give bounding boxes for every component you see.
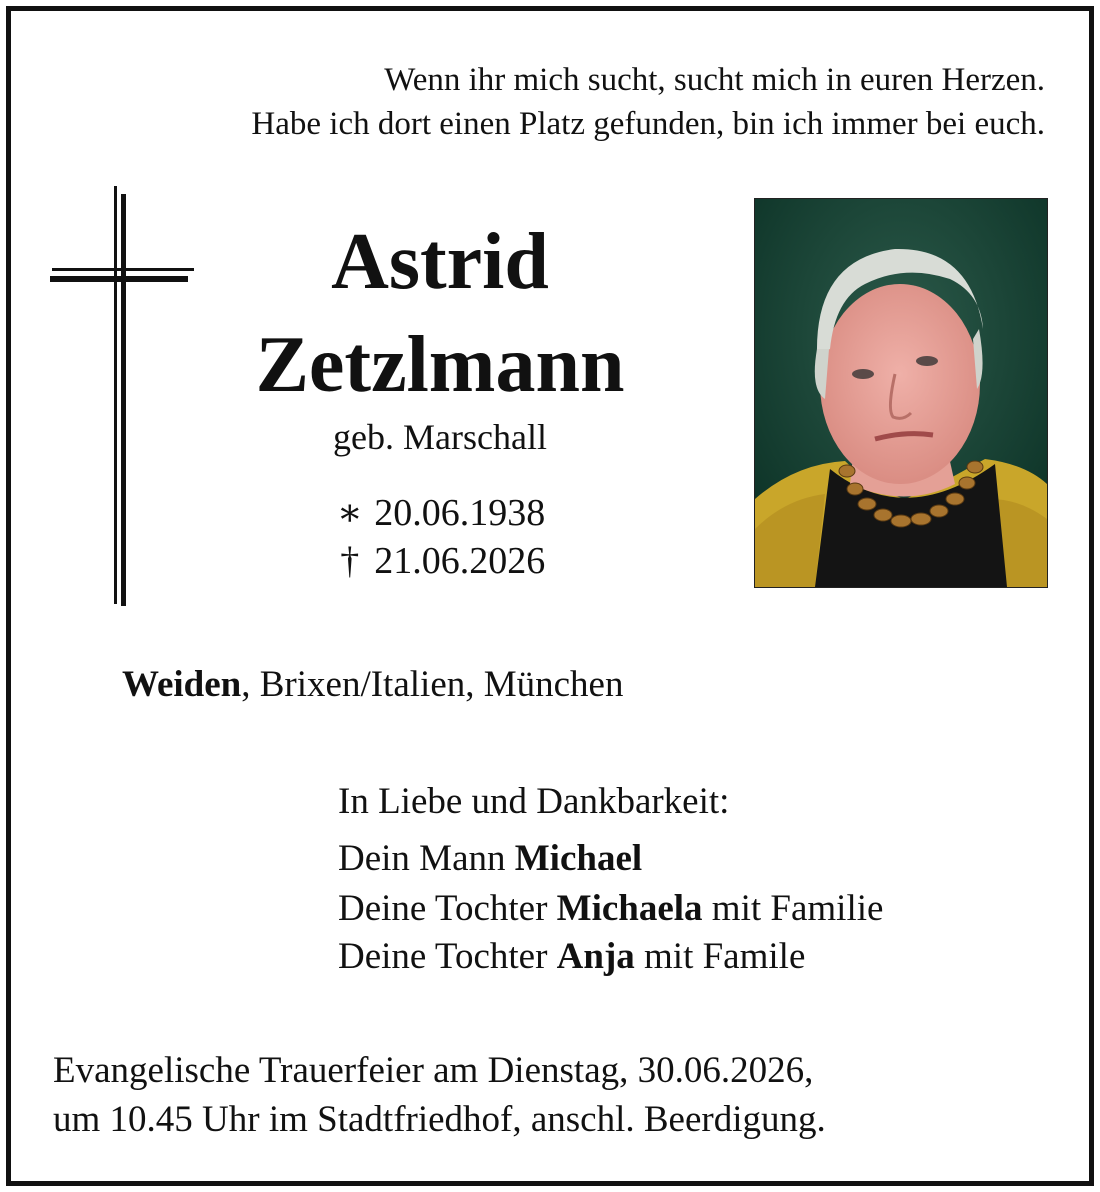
member-suffix: mit Familie (702, 888, 884, 929)
family-member (338, 932, 805, 982)
first-name: Astrid (331, 218, 549, 306)
death-line (190, 538, 690, 584)
member-relation: Deine Tochter (338, 888, 557, 929)
family-member (338, 834, 642, 884)
family-intro: In Liebe und Dankbarkeit: (338, 781, 730, 822)
death-dagger-icon: † (340, 540, 360, 582)
birth-star-icon: ∗ (336, 492, 363, 534)
last-name: Zetzlmann (255, 321, 625, 409)
service-line-1: Evangelische Trauerfeier am Dienstag, 30.06.2026, (53, 1050, 814, 1091)
member-name: Michaela (556, 888, 703, 929)
birth-line (190, 490, 690, 536)
place-main: Weiden (122, 664, 242, 705)
maiden-name: geb. Marschall (333, 417, 547, 457)
portrait-illustration (755, 199, 1047, 587)
member-relation: Deine Tochter (338, 936, 557, 977)
death-date: 21.06.2026 (374, 540, 546, 582)
family-member (338, 884, 883, 934)
places-line (122, 660, 623, 710)
portrait-photo (754, 198, 1048, 588)
service-line-2: um 10.45 Uhr im Stadtfriedhof, anschl. Beerdigung. (53, 1099, 826, 1140)
member-relation: Dein Mann (338, 838, 515, 879)
member-name: Michael (514, 838, 643, 879)
verse-line-2: Habe ich dort einen Platz gefunden, bin ich immer bei euch. (251, 106, 1045, 142)
member-suffix: mit Famile (634, 936, 806, 977)
verse-line-1: Wenn ihr mich sucht, sucht mich in euren Herzen. (384, 62, 1045, 98)
birth-date: 20.06.1938 (374, 492, 546, 534)
cross-icon (48, 186, 196, 606)
member-name: Anja (556, 936, 635, 977)
place-others: , Brixen/Italien, München (241, 664, 624, 705)
